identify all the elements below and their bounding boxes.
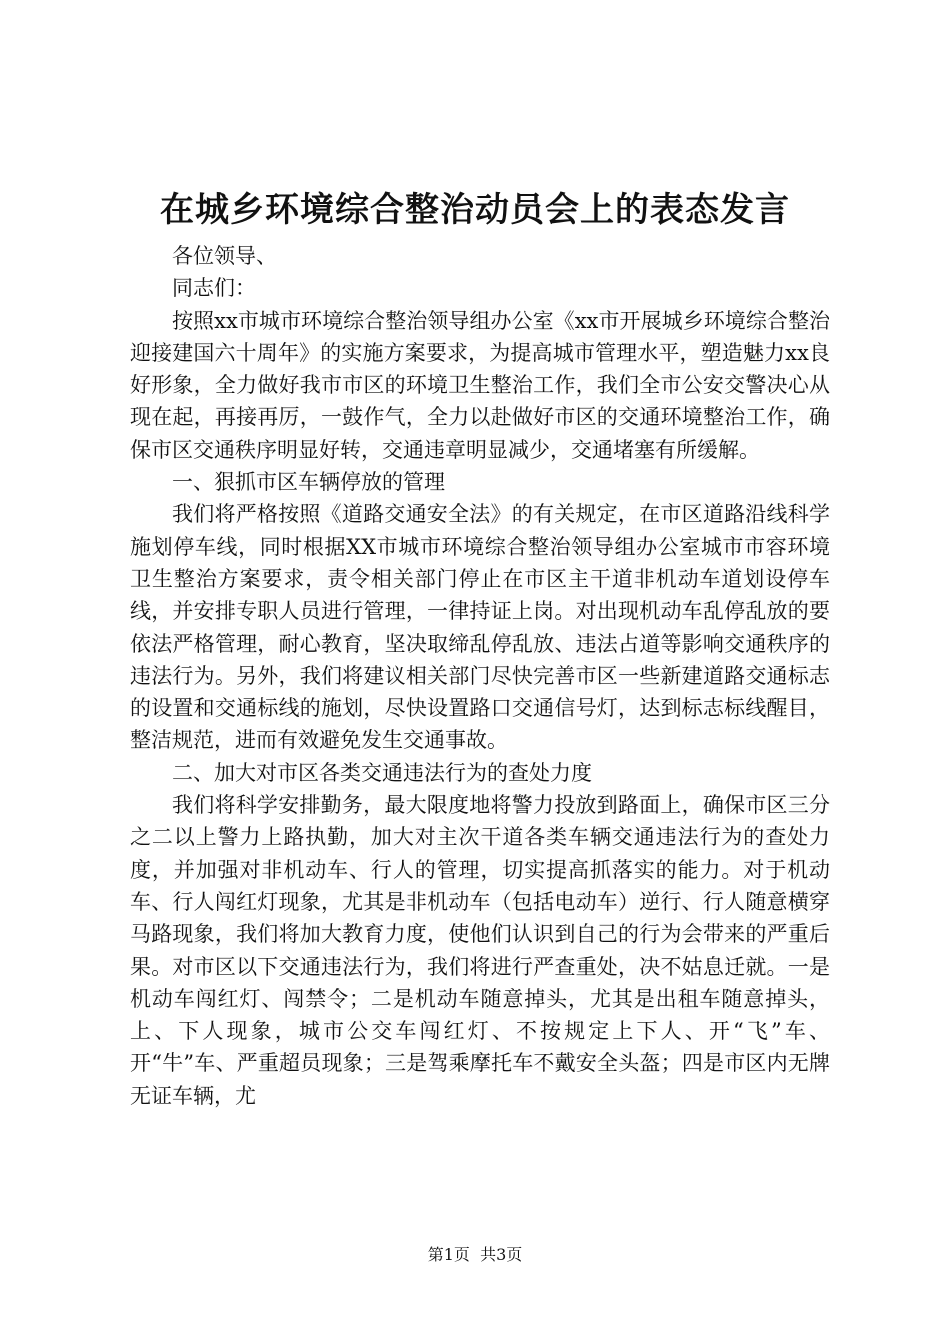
paragraph-enforcement: 我们将科学安排勤务，最大限度地将警力投放到路面上，确保市区三分之二以上警力上路执勤，加大对主次干道各类车辆交通违法行为的查处力度，并加强对非机动车、行人的管理，切实提高抓落实的能力。对于机动车、行人闯红灯现象，尤其是非机动车（包括电动车）逆行、行人随意横穿马路现象，我们将加大教育力度，使他们认识到自己的行为会带来的严重后果。对市区以下交通违法行为，我们将进行严查重处，决不姑息迁就。一是机动车闯红灯、闯禁令；二是机动车随意掉头，尤其是出租车随意掉头，上、下人现象，城市公交车闯红灯、不按规定上下人、开“飞”车、开“牛”车、严重超员现象；三是驾乘摩托车不戴安全头盔；四是市区内无牌无证车辆，尤 (130, 793, 830, 1108)
paragraph-parking: 我们将严格按照《道路交通安全法》的有关规定，在市区道路沿线科学施划停车线，同时根据XX市城市环境综合整治领导组办公室城市市容环境卫生整治方案要求，责令相关部门停止在市区主干道非机动车道划设停车线，并安排专职人员进行管理，一律持证上岗。对出现机动车乱停乱放的要依法严格管理，耐心教育，坚决取缔乱停乱放、违法占道等影响交通秩序的违法行为。另外，我们将建议相关部门尽快完善市区一些新建道路交通标志的设置和交通标线的施划，尽快设置路口交通信号灯，达到标志标线醒目，整洁规范，进而有效避免发生交通事故。 (130, 502, 830, 753)
section-heading-2: 二、加大对市区各类交通违法行为的查处力度 (172, 760, 592, 785)
paragraph-intro: 按照xx市城市环境综合整治领导组办公室《xx市开展城乡环境综合整治迎接建国六十周年》的实施方案要求，为提高城市管理水平，塑造魅力xx良好形象，全力做好我市市区的环境卫生整治工作，我们全市公安交警决心从现在起，再接再厉，一鼓作气，全力以赴做好市区的交通环境整治工作，确保市区交通秩序明显好转，交通违章明显减少，交通堵塞有所缓解。 (130, 308, 830, 462)
page-footer (0, 1245, 950, 1265)
document-body (130, 240, 830, 1112)
page-number: 第1页 共3页 (427, 1245, 523, 1264)
section-heading-1: 一、狠抓市区车辆停放的管理 (172, 470, 445, 495)
salutation-leaders: 各位领导、 (172, 244, 277, 268)
salutation-comrades: 同志们： (172, 276, 256, 301)
document-title: 在城乡环境综合整治动员会上的表态发言 (160, 190, 790, 230)
